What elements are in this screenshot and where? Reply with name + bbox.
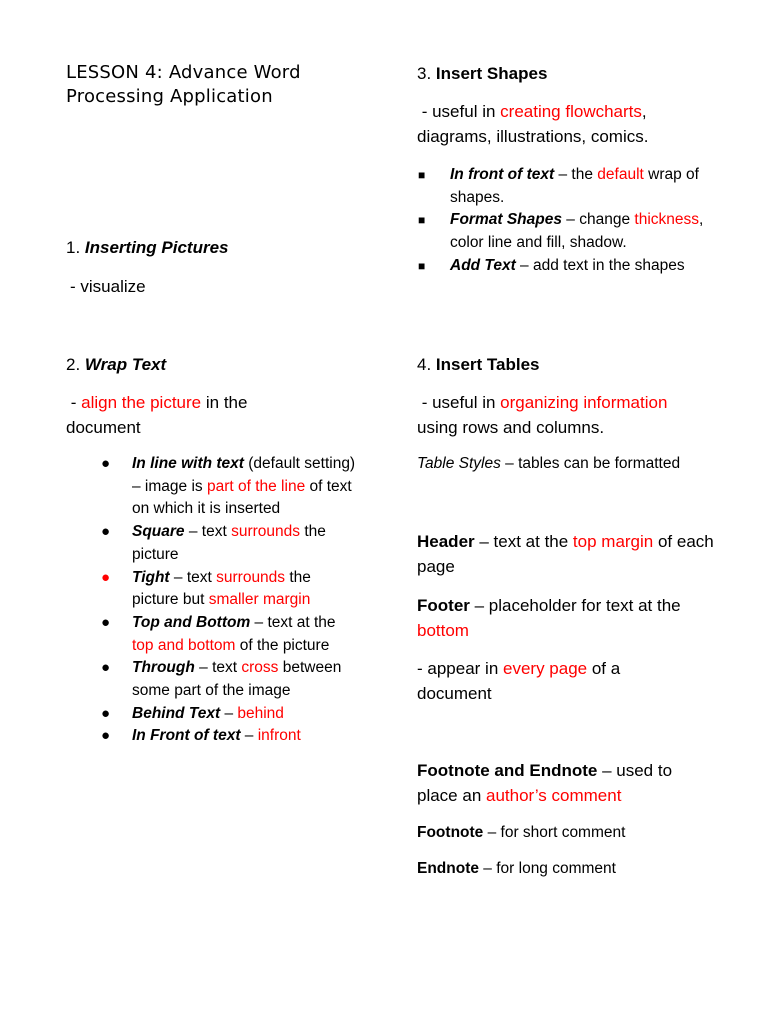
bullet-icon: ● — [101, 523, 111, 541]
section-2-desc: - align the picture in the document — [66, 393, 248, 437]
section-4-heading: 4. Insert Tables — [417, 355, 540, 374]
list-item: ● Square – text surrounds the picture — [101, 523, 326, 563]
section-1-desc: - visualize — [70, 277, 146, 296]
section-3-desc: - useful in creating flowcharts, diagrams, illustrations, comics. — [417, 102, 649, 146]
list-item: ■ Add Text – add text in the shapes — [450, 255, 715, 278]
footnote-definition: Footnote – for short comment — [417, 824, 626, 841]
bullet-icon: ● — [101, 727, 111, 745]
header-definition: Header – text at the top margin of each page — [417, 532, 714, 576]
bullet-icon: ● — [101, 613, 111, 631]
list-item: ● In Front of text – infront — [132, 725, 357, 748]
list-item: ● Tight – text surrounds the picture but smaller margin — [101, 568, 311, 609]
wrap-text-list — [101, 453, 357, 748]
list-item: ● Through – text cross between some part of the image — [101, 659, 342, 700]
bullet-icon: ● — [101, 568, 111, 586]
table-styles-line: Table Styles – tables can be formatted — [417, 455, 681, 472]
bullet-square-icon: ■ — [418, 258, 426, 273]
appear-note: - appear in every page of a document — [417, 659, 621, 703]
section-4-desc: - useful in organizing information using rows and columns. — [417, 393, 668, 437]
bullet-square-icon: ■ — [418, 168, 426, 182]
footer-definition: Footer – placeholder for text at the bottom — [417, 596, 681, 640]
list-item: ■ Format Shapes – change thickness, color line and fill, shadow. — [418, 211, 704, 252]
section-1-heading: 1. Inserting Pictures — [66, 238, 229, 257]
list-item: ■ In front of text – the default wrap of shapes. — [418, 166, 699, 206]
lesson-title-line1: LESSON 4: Advance Word — [66, 62, 301, 83]
list-item: ● Behind Text – behind — [132, 703, 357, 726]
section-2-title: Wrap Text — [84, 355, 167, 374]
shapes-list — [418, 164, 715, 278]
section-3-title: Insert Shapes — [435, 64, 548, 83]
footnote-endnote-definition: Footnote and Endnote – used to place an author’s comment — [417, 761, 673, 805]
lesson-title-line2: Processing Application — [66, 86, 273, 107]
section-4-title: Insert Tables — [435, 355, 540, 374]
section-1-title: Inserting Pictures — [84, 238, 229, 257]
bullet-icon: ● — [101, 704, 111, 722]
endnote-definition: Endnote – for long comment — [417, 860, 616, 877]
section-3-heading: 3. Insert Shapes — [417, 64, 548, 83]
bullet-square-icon: ■ — [418, 213, 426, 228]
lesson-title — [66, 61, 366, 109]
bullet-icon: ● — [101, 455, 111, 472]
section-2-heading: 2. Wrap Text — [66, 355, 167, 374]
list-item: ● In line with text (default setting) – image is part of the line of text on which it is inserted — [101, 455, 356, 518]
bullet-icon: ● — [101, 659, 111, 677]
list-item: ● Top and Bottom – text at the top and bottom of the picture — [101, 613, 336, 654]
